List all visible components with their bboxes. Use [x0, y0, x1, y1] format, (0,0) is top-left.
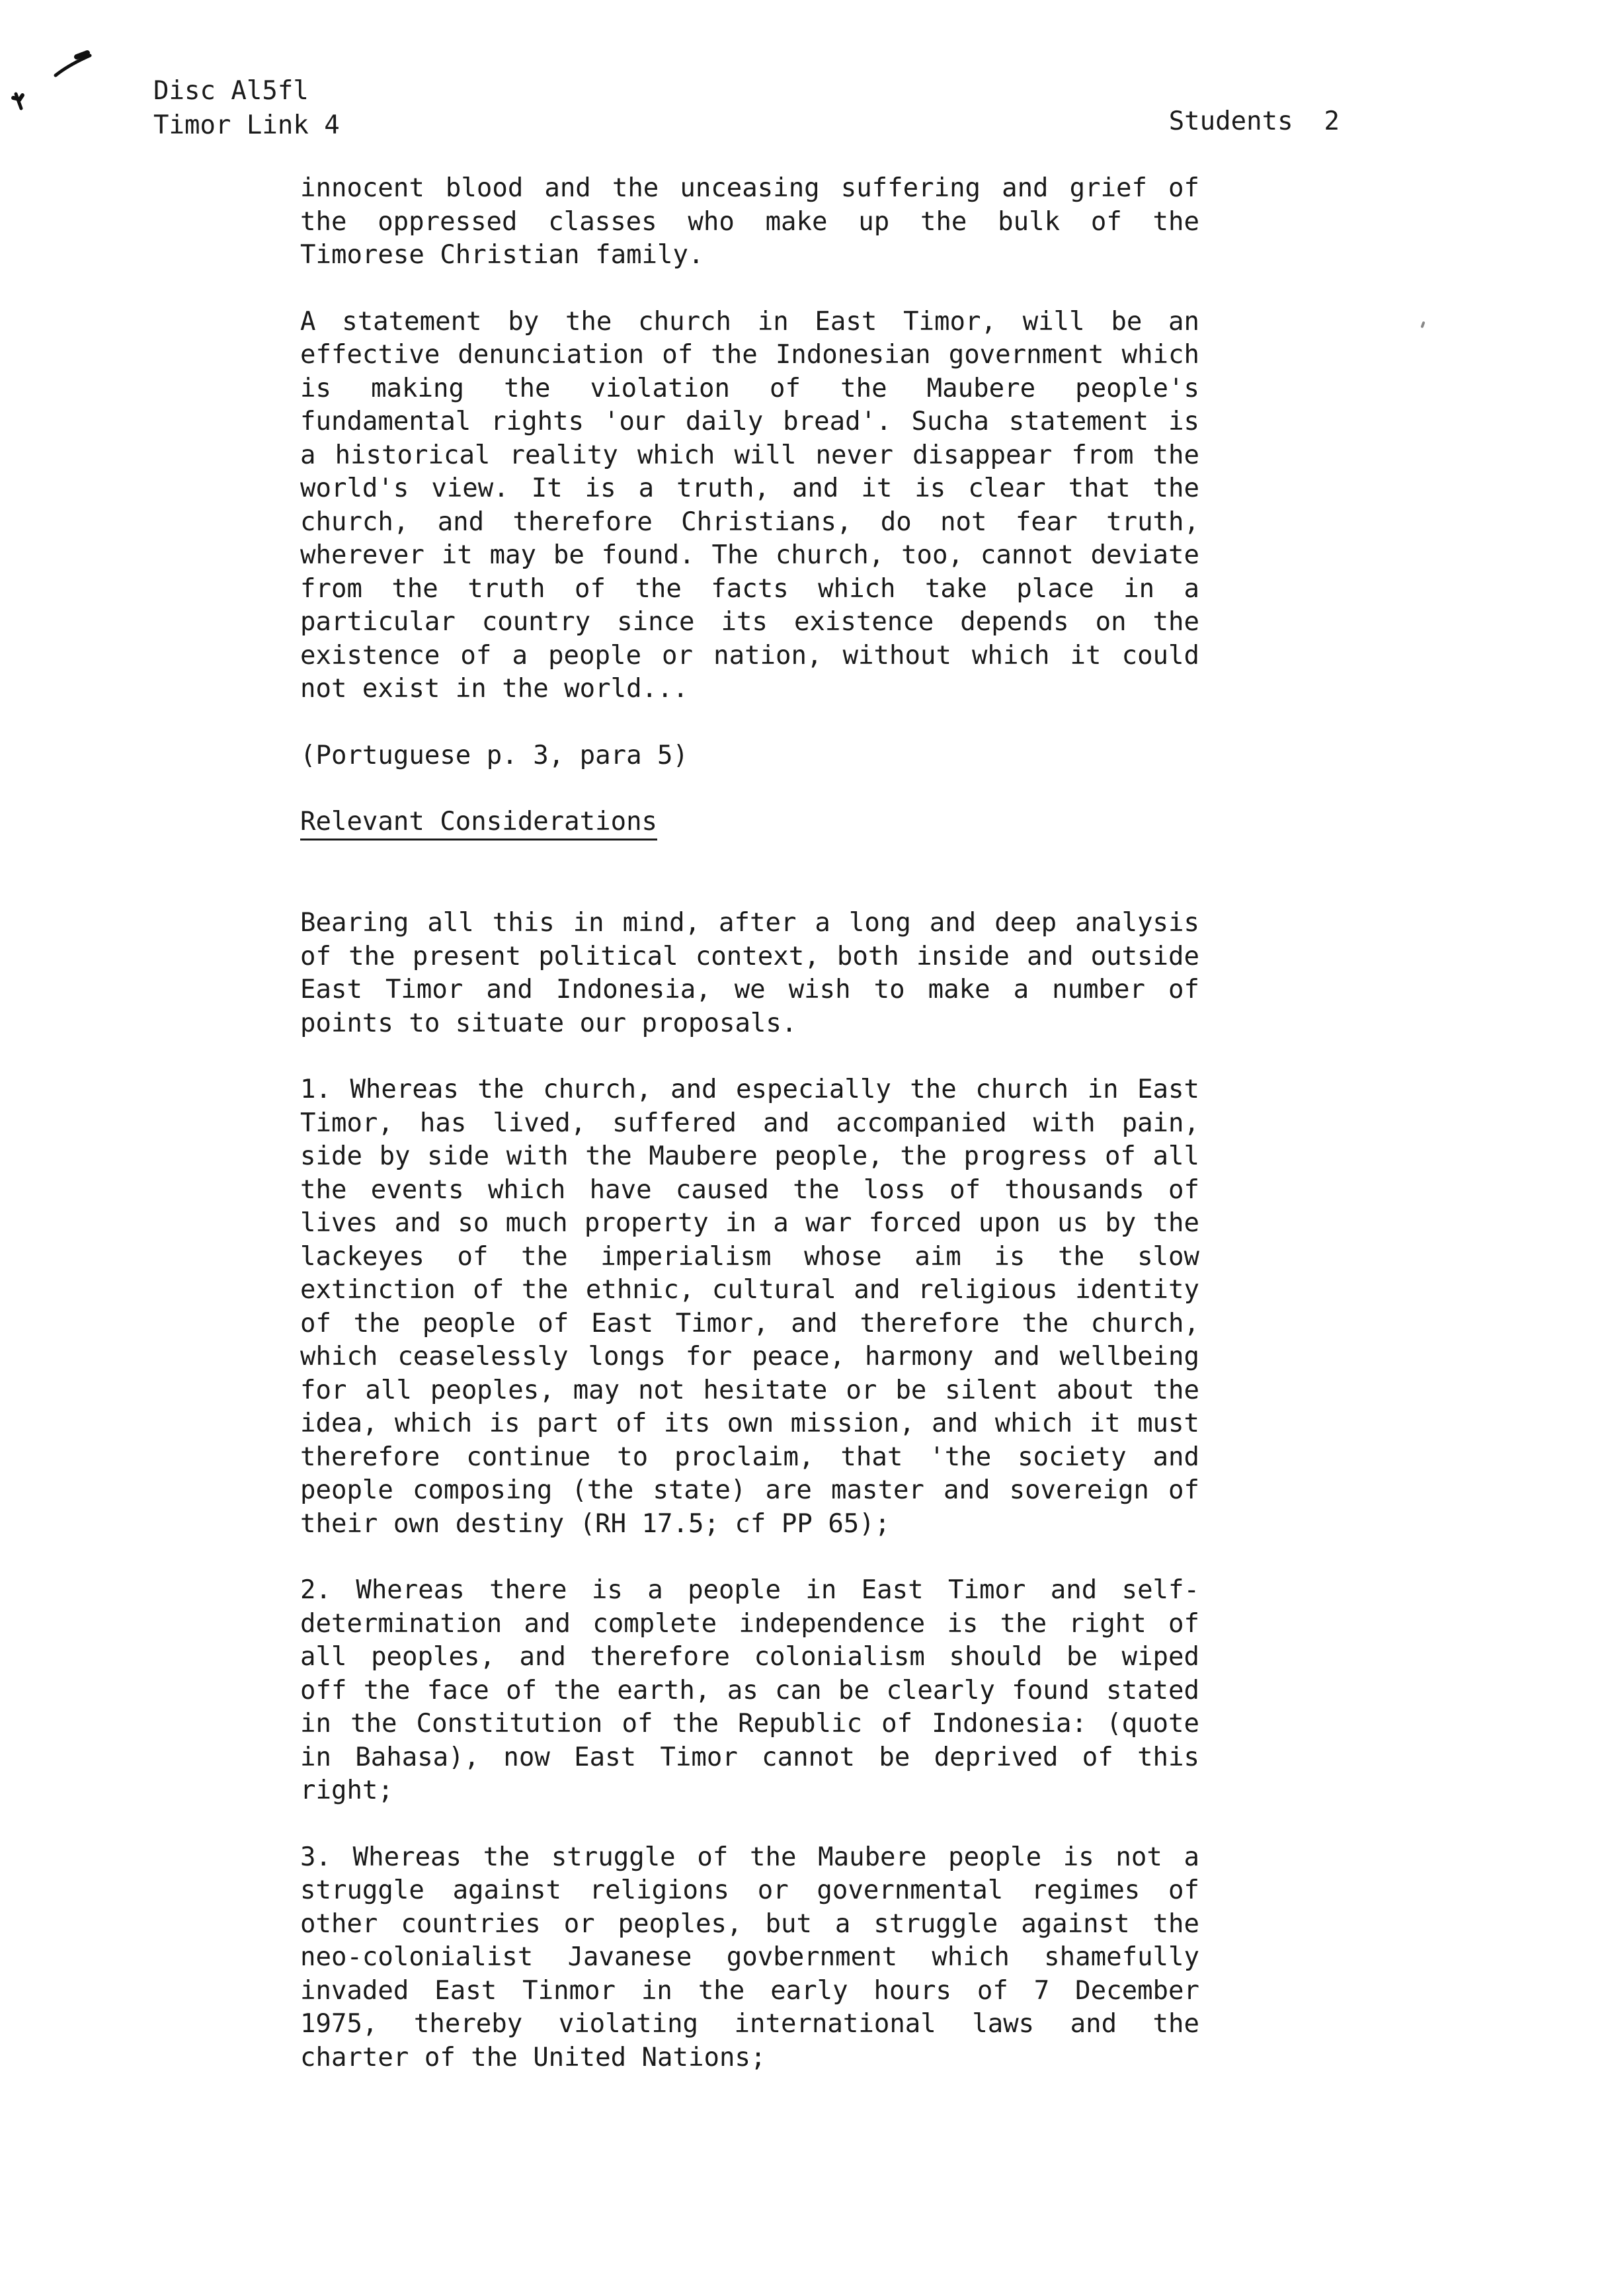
citation: (Portuguese p. 3, para 5) — [300, 740, 688, 770]
document-title: Timor Link 4 — [153, 110, 340, 140]
margin-speck — [1420, 321, 1425, 329]
point-1: 1. Whereas the church, and especially the church in East Timor, has lived, suffered and accompanied with pain, side by side with the Maubere people, the progress of all the events which have caused the loss of thousands of lives and so much property in a war forced upon us by the lackeyes of the imperialism whose aim is the slow extinction of the ethnic, cultural and religious identity of the people of East Timor, and therefore the church, which ceaselessly longs for peace, harmony and wellbeing for all peoples, may not hesitate or be silent about the idea, which is part of its own mission, and which it must therefore continue to proclaim, that 'the society and people composing (the state) are master and sovereign of their own destiny (RH 17.5; cf PP 65); — [300, 1075, 1199, 1539]
section-heading: Relevant Considerations — [300, 807, 657, 840]
point-3: 3. Whereas the struggle of the Maubere people is not a struggle against religions or governmental regimes of other countries or peoples, but a struggle against the neo-colonialist Javanese govbernment which shamefully invaded East Tinmor in the early hours of 7 December 1975, thereby violating international laws and the charter of the United Nations; — [300, 1842, 1199, 2072]
section-heading-wrap — [300, 805, 1199, 874]
section-label: Students — [1168, 106, 1293, 136]
header-right — [1169, 104, 1340, 139]
document-body — [300, 172, 1199, 2108]
header-left — [153, 74, 340, 143]
point-2: 2. Whereas there is a people in East Timor and self-determination and complete independence is the right of all peoples, and therefore colonialism should be wiped off the face of the earth, as can be clearly found stated in the Constitution of the Republic of Indonesia: (quote in Bahasa), now East Timor cannot be deprived of this right; — [300, 1575, 1199, 1805]
bearing-paragraph: Bearing all this in mind, after a long and deep analysis of the present political context, both inside and outside East Timor and Indonesia, we wish to make a number of points to situate our proposals. — [300, 908, 1199, 1038]
disc-reference: Disc Al5fl — [153, 76, 309, 106]
intro-paragraph: innocent blood and the unceasing suffering and grief of the oppressed classes who make up the bulk of the Timorese Christian family. — [300, 173, 1199, 270]
statement-paragraph: A statement by the church in East Timor, will be an effective denunciation of the Indonesian government which is making the violation of the Maubere people's fundamental rights 'our daily bread'. Sucha statement is a historical reality which will never disappear from the world's view. It is a truth, and it is clear that the church, and therefore Christians, do not fear truth, wherever it may be found. The church, too, cannot deviate from the truth of the facts which take place in a particular country since its existence depends on the existence of a people or nation, without which it could not exist in the world... — [300, 306, 1199, 704]
page-number: 2 — [1324, 106, 1340, 136]
handwritten-check-mark — [7, 46, 93, 119]
